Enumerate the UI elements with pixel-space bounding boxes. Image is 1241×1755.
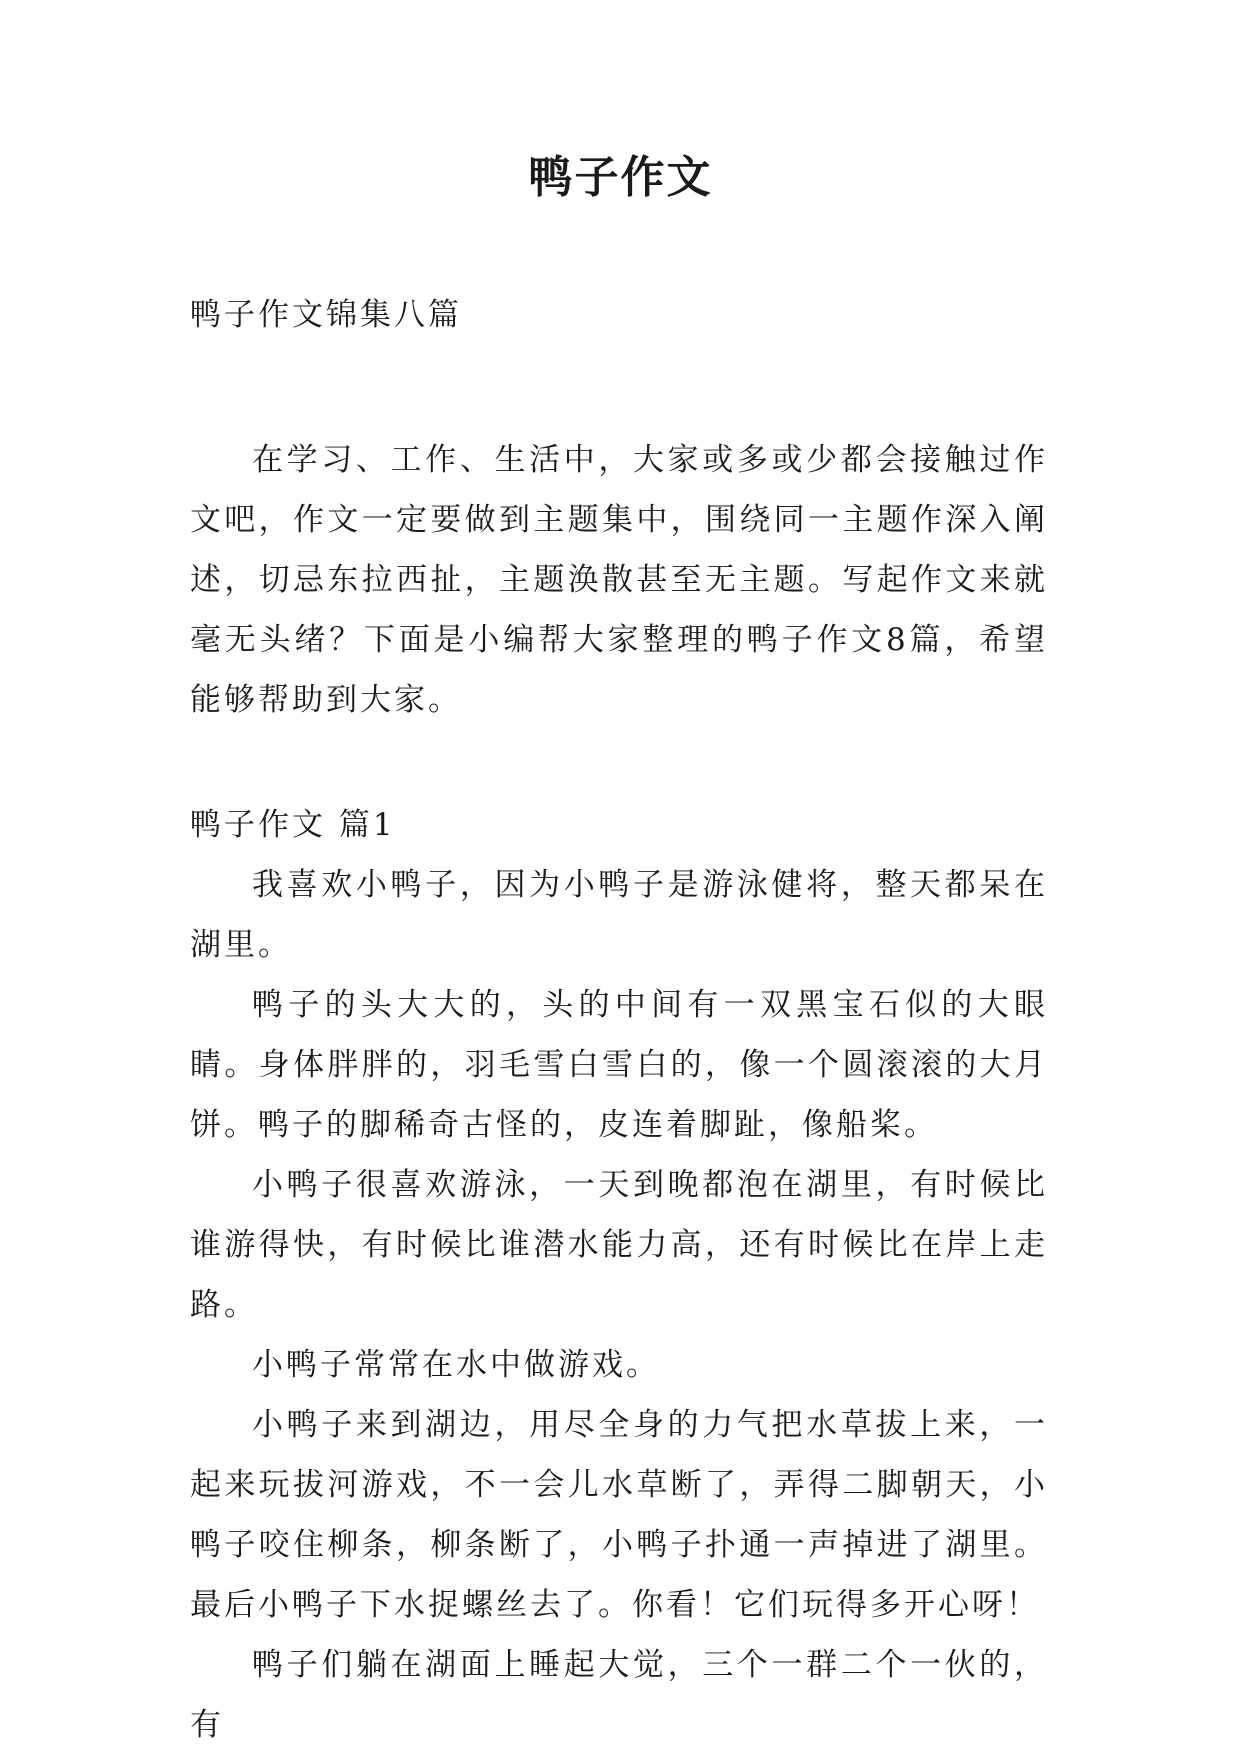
section-heading: 鸭子作文 篇1 (190, 807, 396, 843)
body-paragraph: 鸭子们躺在湖面上睡起大觉，三个一群二个一伙的，有 (190, 1647, 1048, 1743)
body-paragraph: 鸭子的头大大的，头的中间有一双黑宝石似的大眼睛。身体胖胖的，羽毛雪白雪白的，像一个圆滚滚的大月饼。鸭子的脚稀奇古怪的，皮连着脚趾，像船桨。 (190, 987, 1048, 1143)
spacer (190, 730, 1048, 795)
body-paragraph: 我喜欢小鸭子，因为小鸭子是游泳健将，整天都呆在湖里。 (190, 867, 1048, 963)
body-paragraph: 小鸭子常常在水中做游戏。 (252, 1347, 660, 1383)
intro-paragraph: 在学习、工作、生活中，大家或多或少都会接触过作文吧，作文一定要做到主题集中，围绕同一主题作深入阐述，切忌东拉西扯，主题涣散甚至无主题。写起作文来就毫无头绪？下面是小编帮大家整理的鸭子作文8篇，希望能够帮助到大家。 (190, 442, 1048, 718)
body-paragraph: 小鸭子很喜欢游泳，一天到晚都泡在湖里，有时候比谁游得快，有时候比谁潜水能力高，还有时候比在岸上走路。 (190, 1167, 1048, 1323)
body-paragraph: 小鸭子来到湖边，用尽全身的力气把水草拔上来，一起来玩拔河游戏，不一会儿水草断了，弄得二脚朝天，小鸭子咬住柳条，柳条断了，小鸭子扑通一声掉进了湖里。最后小鸭子下水捉螺丝去了。你看！它们玩得多开心呀！ (190, 1407, 1048, 1623)
document-body (190, 285, 1048, 1755)
spacer (190, 345, 1048, 430)
document-subtitle: 鸭子作文锦集八篇 (190, 297, 462, 333)
document-title: 鸭子作文 (528, 152, 713, 203)
